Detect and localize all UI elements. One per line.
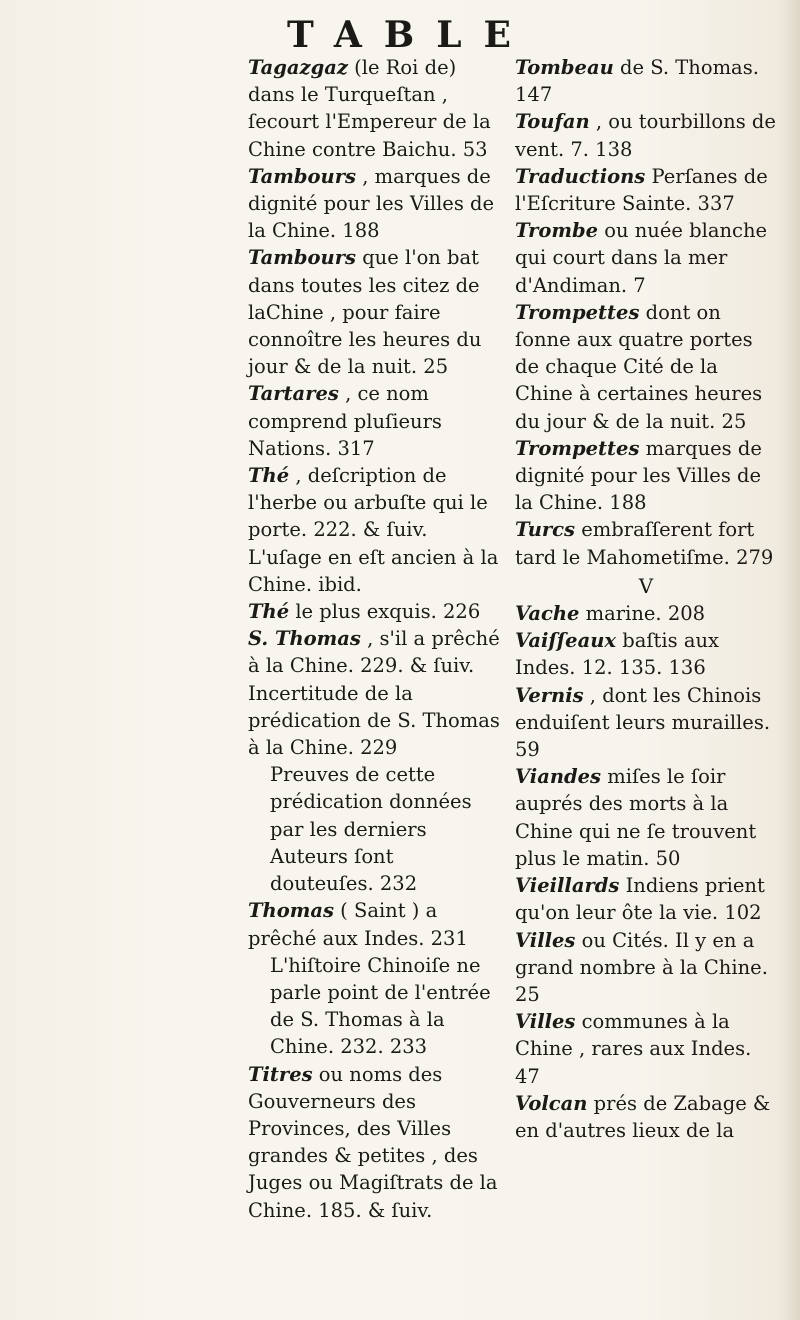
entry-headword: Villes (515, 928, 576, 952)
index-entry (515, 763, 777, 872)
entry-text: , deſcription de l'herbe ou arbuſte qui le porte. 222. & ſuiv. L'uſage en eſt ancien à la Chine. (248, 464, 499, 596)
entry-headword: Viandes (515, 765, 602, 789)
entry-text: Preuves de cette prédication données par les derniers Auteurs ſont douteuſes. (270, 763, 472, 896)
entry-text: dont on ſonne aux quatre portes de chaque Cité de la Chine à certaines heures du jour & de la nuit. (515, 300, 763, 433)
index-entry (248, 462, 500, 598)
index-entry (248, 163, 500, 245)
entry-page-ref: 47 (515, 1064, 540, 1088)
entry-page-ref: 25 (515, 982, 540, 1006)
entry-page-ref: 102 (724, 901, 762, 925)
index-entry (248, 952, 500, 1061)
entry-headword: Turcs (515, 518, 576, 542)
index-entry (515, 682, 777, 764)
page-title: TABLE (287, 14, 533, 56)
index-entry (515, 600, 777, 627)
entry-text: communes à la Chine , rares aux Indes. (515, 1010, 752, 1061)
entry-headword: Traductions (515, 164, 646, 188)
entry-page-ref: 25 (423, 355, 449, 379)
index-entry (515, 54, 777, 108)
index-entry (515, 217, 777, 299)
index-entry (248, 761, 500, 897)
entry-text: marques de dignité pour les Villes de la Chine. (515, 436, 762, 515)
entry-headword: Trompettes (515, 300, 640, 324)
index-entry (515, 299, 777, 435)
index-entry (515, 627, 777, 681)
entry-page-ref: 12. 135. 136 (581, 656, 706, 680)
entry-page-ref: 231 (430, 926, 468, 950)
entry-page-ref: 7. 138 (570, 137, 633, 161)
index-entry (515, 1008, 777, 1090)
entry-page-ref: 232. 233 (340, 1035, 428, 1059)
entry-text: Perſanes de l'Eſcriture Sainte. (515, 164, 768, 216)
entry-headword: Trompettes (515, 436, 640, 460)
index-entry (248, 1061, 500, 1224)
left-column (248, 54, 500, 1224)
entry-headword: Thomas (248, 899, 334, 923)
entry-page-ref: 50 (655, 846, 681, 870)
entry-headword: Tambours (248, 164, 356, 188)
entry-text: , ou tourbillons de vent. (515, 110, 776, 161)
entry-page-ref: 7 (633, 273, 646, 297)
entry-page-ref: 337 (697, 192, 735, 216)
section-letter-v: V (638, 573, 654, 598)
entry-page-ref: ibid. (318, 572, 362, 596)
entry-page-ref: 188 (609, 491, 647, 515)
entry-text: , marques de dignité pour les Villes de la Chine. (248, 164, 495, 243)
entry-text: L'hiſtoire Chinoiſe ne parle point de l'entrée de S. Thomas à la Chine. (270, 953, 491, 1059)
entry-page-ref: 188 (342, 219, 380, 243)
index-entry (515, 163, 777, 217)
right-column (515, 54, 777, 1144)
entry-page-ref: 226 (443, 600, 481, 624)
entry-page-ref: 53 (462, 137, 488, 161)
entry-headword: Villes (515, 1010, 576, 1034)
entry-page-ref: 147 (515, 83, 553, 107)
entry-page-ref: 232 (379, 872, 418, 896)
index-entry (248, 54, 500, 163)
entry-text: prés de Zabage & en d'autres lieux de la (515, 1091, 771, 1142)
entry-page-ref: 229 (360, 736, 398, 760)
index-entry (248, 625, 500, 761)
entry-text: Indiens prient qu'on leur ôte la vie. (515, 874, 765, 925)
entry-text: (le Roi de) dans le Turqueſtan , ſecourt l'Empereur de la Chine contre Baichu. (248, 56, 491, 161)
index-entry (515, 872, 777, 926)
entry-text: baſtis aux Indes. (515, 629, 720, 680)
index-entry (515, 1090, 777, 1144)
entry-text: ou nuée blanche qui court dans la mer d'Andiman. (515, 219, 768, 297)
entry-headword: Thé (248, 600, 290, 624)
index-entry (248, 380, 500, 462)
entry-headword: Vieillards (515, 874, 620, 898)
entry-text: ou noms des Gouverneurs des Provinces, des Villes grandes & petites , des Juges ou Magiſtrats de la Chine. (248, 1062, 498, 1222)
entry-text: ( Saint ) a prêché aux Indes. (248, 899, 438, 950)
entry-text: , s'il a prêché à la Chine. 229. & ſuiv. Incertitude de la prédication de S. Thomas à la Chine. (248, 627, 500, 760)
entry-page-ref: 185. & ſuiv. (318, 1198, 433, 1222)
entry-headword: Vaiſſeaux (515, 629, 617, 653)
entry-page-ref: 208 (667, 602, 706, 626)
entry-text: le plus exquis. (295, 600, 437, 624)
entry-text: miſes le ſoir auprés des morts à la Chine qui ne ſe trouvent plus le matin. (515, 765, 757, 870)
entry-text: ou Cités. Il y en a grand nombre à la Chine. (515, 928, 768, 979)
entry-headword: Toufan (515, 110, 590, 134)
entry-headword: Thé (248, 464, 290, 488)
index-entry (515, 516, 777, 570)
index-entry (248, 598, 500, 625)
entry-headword: Tambours (248, 246, 356, 270)
index-entry (248, 244, 500, 380)
entry-headword: S. Thomas (248, 627, 361, 651)
entry-headword: Vernis (515, 683, 584, 707)
index-entry (515, 435, 777, 517)
entry-text: , ce nom comprend pluſieurs Nations. (248, 382, 442, 460)
entry-page-ref: 279 (736, 545, 774, 569)
entry-headword: Tagazgaz (248, 56, 348, 79)
entry-text: marine. (585, 602, 662, 626)
entry-text: embraſſerent fort tard le Mahometiſme. (515, 518, 755, 569)
entry-page-ref: 59 (515, 738, 540, 762)
page-edge-shadow (778, 0, 800, 1320)
entry-headword: Tombeau (515, 56, 614, 79)
entry-headword: Volcan (515, 1091, 588, 1115)
index-entry (515, 927, 777, 1009)
entry-headword: Vache (515, 602, 580, 626)
index-entry (248, 897, 500, 951)
entry-text: que l'on bat dans toutes les citez de laChine , pour faire connoître les heures du jour & de la nuit. (248, 246, 482, 379)
entry-headword: Tartares (248, 382, 339, 406)
entry-text: de S. Thomas. (619, 56, 759, 79)
entry-page-ref: 25 (721, 409, 747, 433)
entry-headword: Titres (248, 1062, 313, 1086)
entry-headword: Trombe (515, 219, 599, 243)
entry-text: , dont les Chinois enduiſent leurs murailles. (515, 683, 771, 734)
index-entry (515, 108, 777, 162)
entry-page-ref: 317 (337, 436, 375, 460)
